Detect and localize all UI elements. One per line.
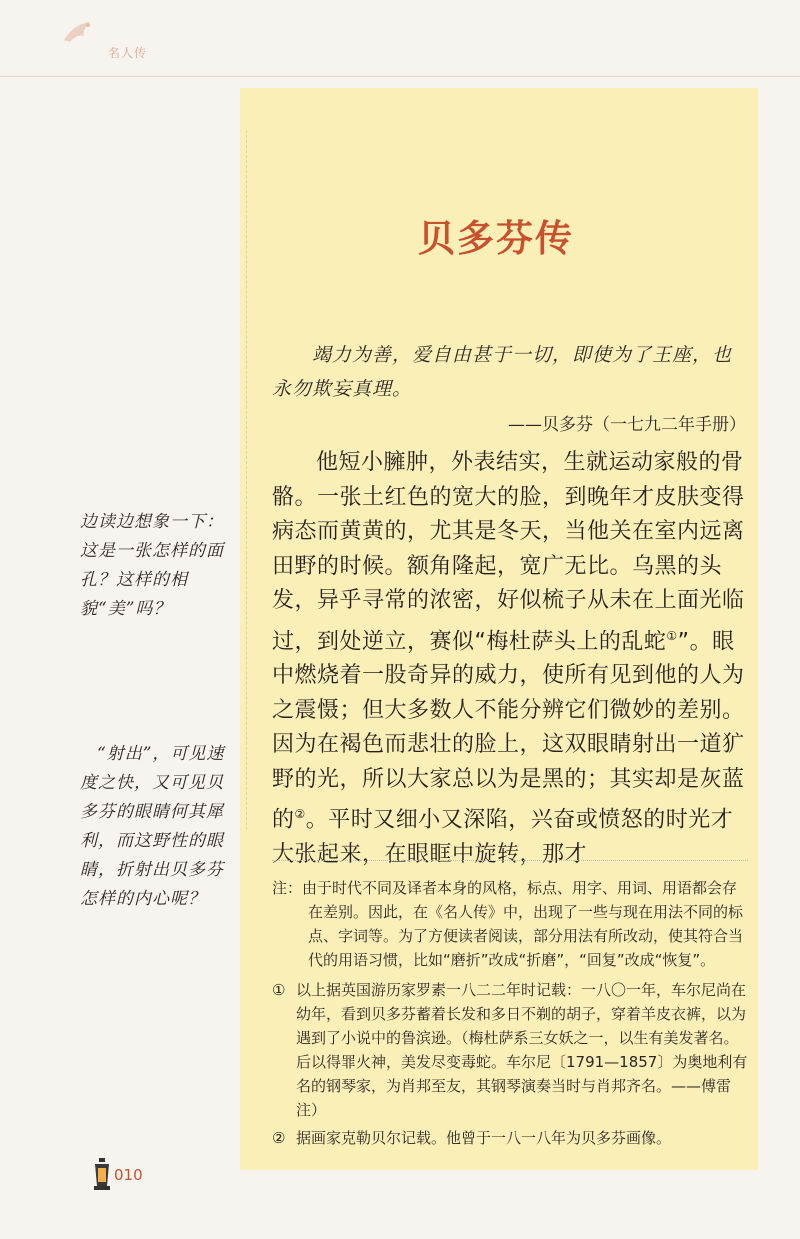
chapter-title: 贝多芬传 <box>418 217 574 260</box>
footnote-item <box>272 1126 748 1150</box>
footnote-mark: ① <box>272 981 286 999</box>
lantern-icon <box>92 1158 112 1192</box>
footnote-text: 以上据英国游历家罗素一八二二年时记载：一八〇一年，车尔尼尚在幼年，看到贝多芬蓄着长发和多日不剃的胡子，穿着羊皮衣裤，以为遇到了小说中的鲁滨逊。（梅杜萨系三女妖之一，以生有美发著名。后以得罪火神，美发尽变毒蛇。车尔尼〔1791—1857〕为奥地利有名的钢琴家，为肖邦至友，其钢琴演奏当时与肖邦齐名。——傅雷注） <box>296 981 748 1119</box>
footnote-mark: ② <box>272 1129 286 1147</box>
header-divider <box>0 76 800 77</box>
footnotes <box>272 876 748 1154</box>
body-text-part-2: ”。眼中燃烧着一股奇异的威力，使所有见到他的人为之震慑；但大多数人不能分辨它们微妙的差别。因为在褐色而悲壮的脸上，这双眼睛射出一道犷野的光，所以大家总以为是黑的；其实却是灰蓝的 <box>272 628 745 833</box>
page-number: 010 <box>114 1166 143 1184</box>
margin-guide <box>246 130 247 830</box>
running-header: 名人传 <box>108 46 148 60</box>
side-annotation-eyes: “射出”，可见速度之快，又可见贝多芬的眼睛何其犀利，而这野性的眼睛，折射出贝多芬怎样的内心呢？ <box>80 744 225 909</box>
epigraph-attribution: ——贝多芬（一七九二年手册） <box>508 415 746 435</box>
side-annotation-face: 边读边想象一下：这是一张怎样的面孔？这样的相貌“美”吗？ <box>80 512 224 619</box>
bird-icon <box>60 18 100 48</box>
footnote-ref-2[interactable]: ② <box>294 807 306 822</box>
body-paragraph <box>272 446 748 873</box>
footnote-item <box>272 978 748 1122</box>
footnote-divider <box>272 860 748 861</box>
footnote-intro: 注：由于时代不同及译者本身的风格，标点、用字、用词、用语都会存在差别。因此，在《名人传》中，出现了一些与现在用法不同的标点、字词等。为了方便读者阅读，部分用法有所改动，使其符合当代的用语习惯，比如“磨折”改成“折磨”，“回复”改成“恢复”。 <box>272 879 744 969</box>
body-text-part-1: 他短小臃肿，外表结实，生就运动家般的骨骼。一张土红色的宽大的脸，到晚年才皮肤变得病态而黄黄的，尤其是冬天，当他关在室内远离田野的时候。额角隆起，宽广无比。乌黑的头发，异乎寻常的浓密，好似梳子从未在上面光临过，到处逆立，赛似“梅杜萨头上的乱蛇 <box>272 450 745 654</box>
footnote-text: 据画家克勒贝尔记载。他曾于一八一八年为贝多芬画像。 <box>296 1129 672 1147</box>
footnote-ref-1[interactable]: ① <box>666 628 678 643</box>
epigraph-quote: 竭力为善，爱自由甚于一切，即使为了王座，也永勿欺妄真理。 <box>272 344 733 400</box>
body-text-part-3: 。平时又细小又深陷，兴奋或愤怒的时光才大张起来，在眼眶中旋转，那才 <box>272 807 734 868</box>
